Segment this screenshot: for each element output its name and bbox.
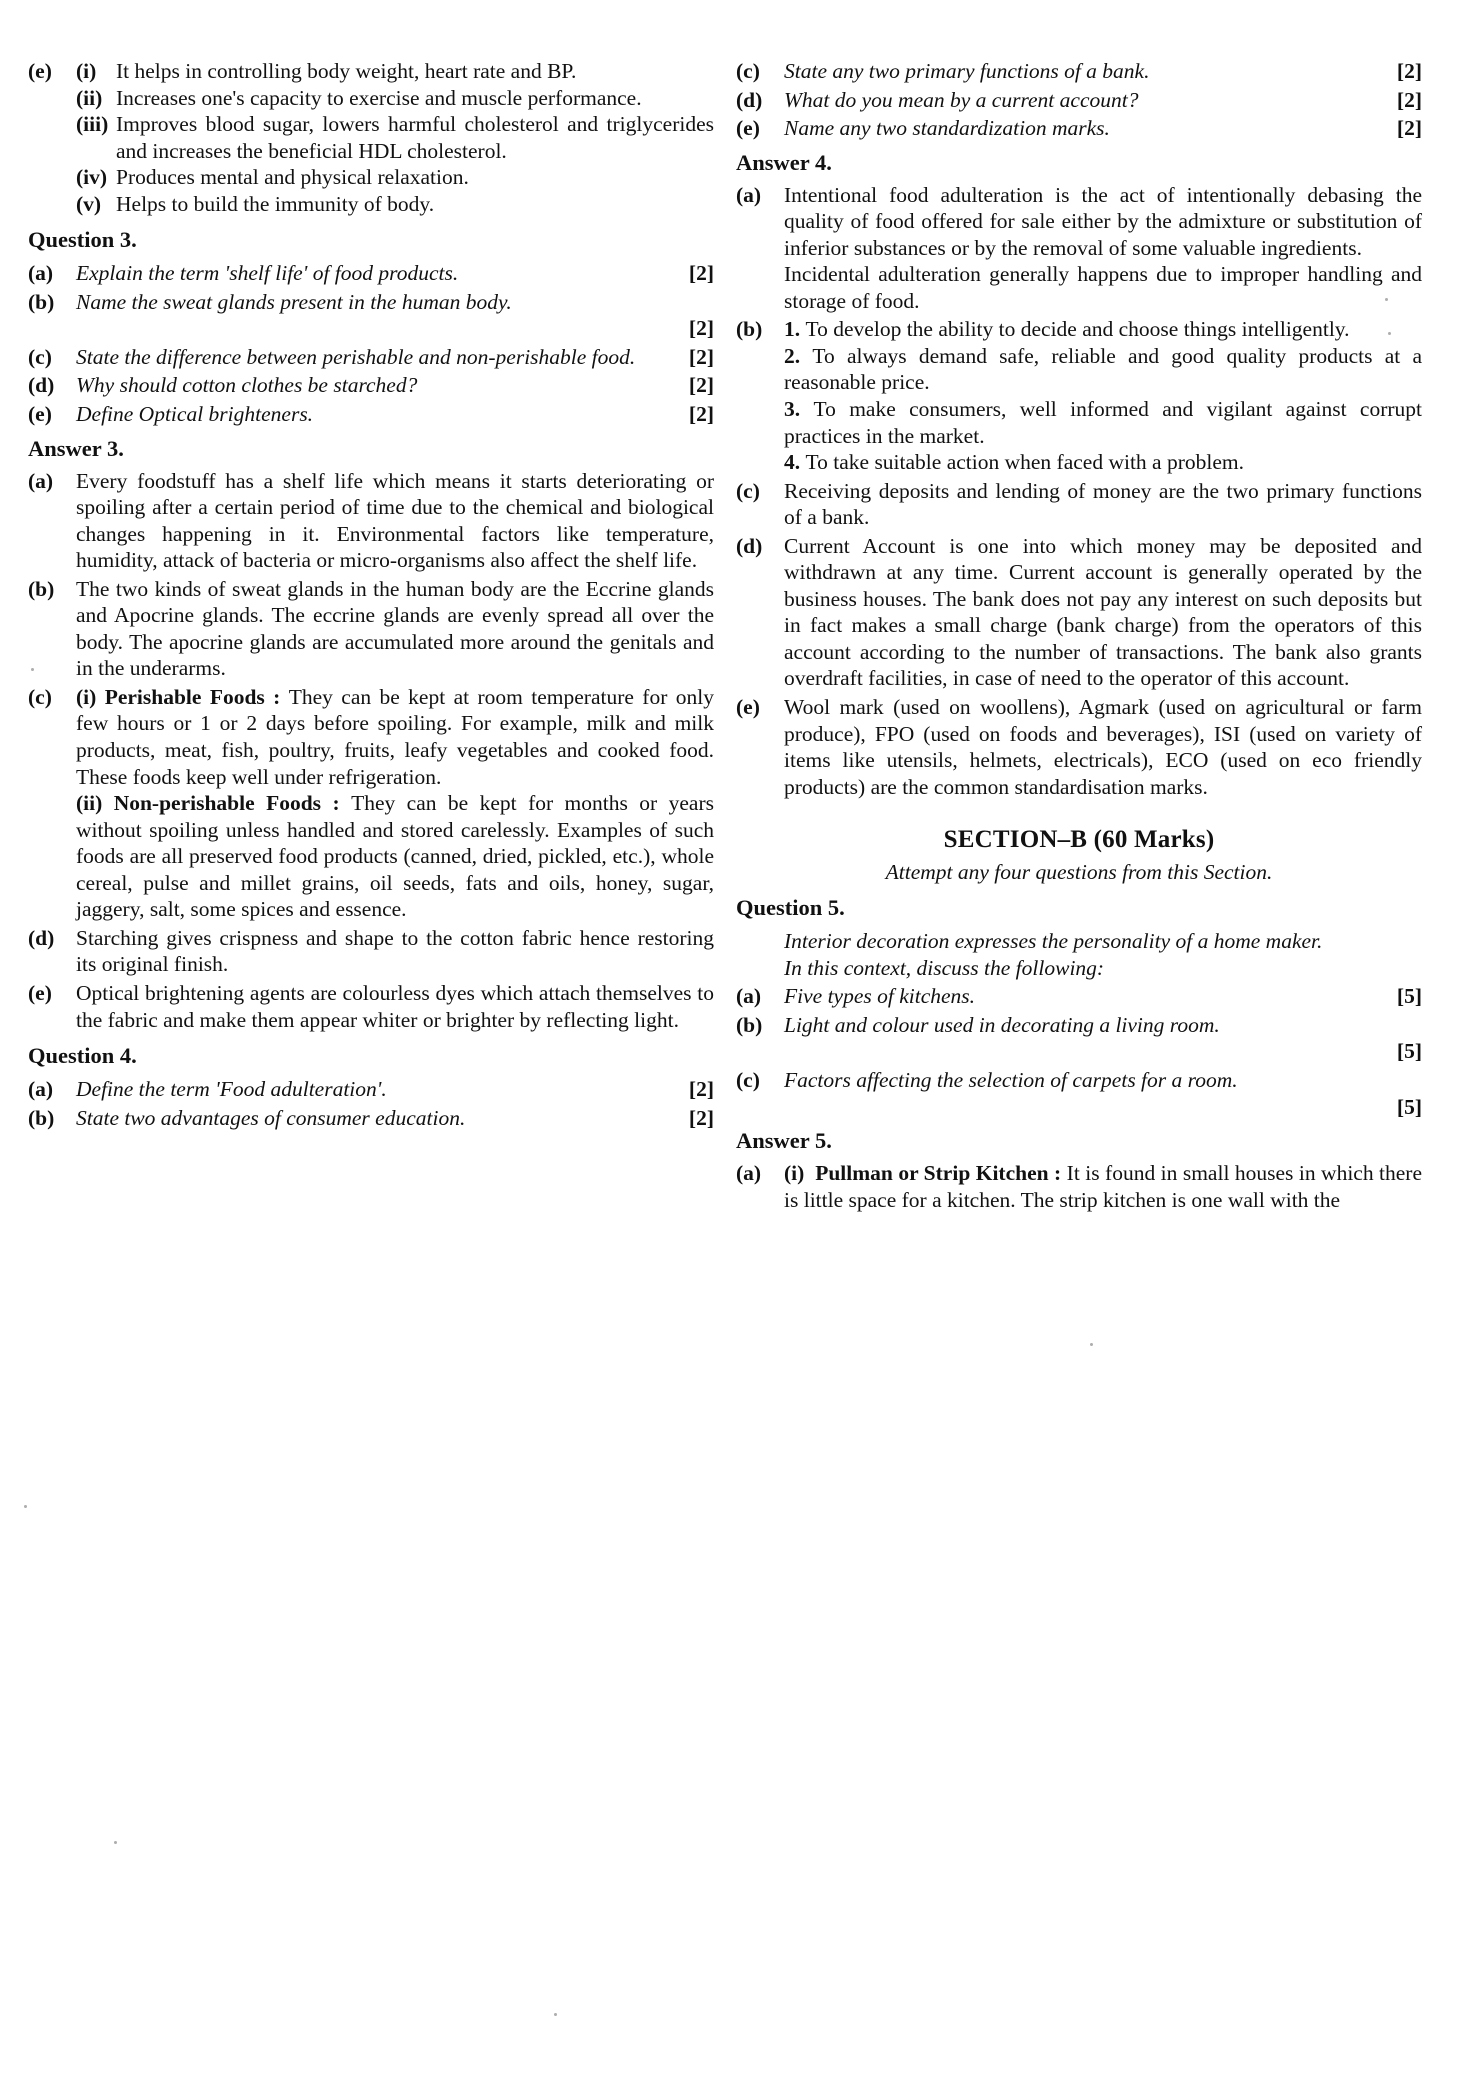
- numbered-item: [784, 449, 1422, 476]
- item-label-a: (a): [736, 984, 762, 1009]
- item-label-b: (b): [28, 576, 55, 601]
- scan-speck: [1388, 332, 1391, 335]
- answer-3-sub-i: [76, 684, 714, 790]
- question-3-text-a: [76, 260, 714, 287]
- two-column-layout: [28, 58, 1423, 2043]
- answer-4-text-d: Current Account is one into which money may be deposited and withdrawn at any time. Current account is generally operated by the business houses. The bank does not pay any interest on such deposits but in fact makes a small charge (bank charge) from the operators of this account according to the number of transactions. The bank also grants overdraft facilities, in case of need to the operator of this account.: [784, 533, 1422, 691]
- answer-4-numbered-list: [784, 316, 1422, 475]
- roman-label-i: (i): [784, 1161, 805, 1186]
- roman-label-iv: (iv): [76, 165, 108, 190]
- question-text: Define Optical brighteners.: [76, 402, 314, 427]
- number-label-4: 4.: [784, 450, 801, 475]
- answer-2e-block: [28, 58, 714, 217]
- numbered-text: To develop the ability to decide and choose things intelligently.: [805, 317, 1350, 342]
- intro-line-1: Interior decoration expresses the personality of a home maker.: [784, 929, 1323, 954]
- left-column: [28, 58, 714, 2043]
- marks-badge: [5]: [1396, 984, 1422, 1009]
- question-4-item-c: [736, 58, 1422, 85]
- question-4-item-a: [28, 1076, 714, 1103]
- question-4-item-e: [736, 115, 1422, 142]
- question-4-item-b: [28, 1105, 714, 1132]
- marks-badge: [5]: [1396, 1039, 1422, 1064]
- item-label-a: (a): [28, 261, 54, 286]
- item-label-c: (c): [736, 59, 760, 83]
- answer-3-text-d: Starching gives crispness and shape to the cotton fabric hence restoring its original finish.: [76, 925, 714, 977]
- item-label-e: (e): [28, 59, 52, 83]
- question-text: Light and colour used in decorating a living room.: [784, 1012, 1220, 1037]
- section-b-heading: SECTION–B (60 Marks): [943, 826, 1215, 854]
- question-4-text-e: [784, 115, 1422, 142]
- answer-5-item-a: [736, 1160, 1422, 1213]
- question-text: State the difference between perishable and non-perishable food.: [76, 344, 636, 369]
- scan-speck: [554, 2013, 557, 2016]
- separator: :: [264, 684, 289, 709]
- right-column: [736, 58, 1422, 2043]
- numbered-item: [784, 316, 1422, 343]
- question-4-text-b: [76, 1105, 714, 1132]
- question-3-text-c: [76, 344, 714, 371]
- scan-speck: [1385, 298, 1388, 301]
- question-5-item-a: [736, 983, 1422, 1010]
- marks-badge: [2]: [1396, 116, 1422, 141]
- term-perishable-foods: Perishable Foods: [104, 684, 265, 709]
- question-3-item-a: [28, 260, 714, 287]
- marks-badge: [2]: [688, 316, 714, 341]
- item-label-d: (d): [736, 87, 763, 112]
- answer-4-item-c: [736, 478, 1422, 531]
- question-text: Factors affecting the selection of carpets for a room.: [784, 1067, 1238, 1092]
- answer-4-item-b: [736, 316, 1422, 475]
- numbered-text: To take suitable action when faced with a problem.: [805, 450, 1244, 475]
- definition-text: It is found in small houses in which there is little space for a kitchen. The strip kitchen is one wall with the: [784, 1161, 1423, 1212]
- question-5-intro: [736, 928, 1422, 981]
- question-5-text-b: [784, 1012, 1422, 1065]
- separator: :: [1048, 1161, 1067, 1186]
- marks-badge: [2]: [688, 373, 714, 398]
- roman-label-ii: (ii): [76, 791, 103, 816]
- item-label-e: (e): [736, 695, 760, 720]
- roman-item: [76, 58, 714, 85]
- question-3-text-b: [76, 289, 714, 342]
- question-3-item-d: [28, 372, 714, 399]
- question-text: State two advantages of consumer education.: [76, 1105, 466, 1130]
- question-5-intro-body: [784, 928, 1422, 981]
- question-4-heading: Question 4.: [28, 1043, 137, 1069]
- item-label-b: (b): [736, 317, 763, 342]
- item-label-c: (c): [28, 344, 52, 369]
- answer-4-item-e: [736, 694, 1422, 800]
- question-text: Name the sweat glands present in the human body.: [76, 289, 512, 314]
- numbered-text: To always demand safe, reliable and good quality products at a reasonable price.: [784, 343, 1423, 395]
- roman-label-i: (i): [76, 59, 97, 83]
- question-3-heading: Question 3.: [28, 227, 137, 253]
- answer-3-text-a: Every foodstuff has a shelf life which means it starts deteriorating or spoiling after a certain period of time due to the chemical and biological changes happening in it. Environmental factors like temperature, humidity, attack of bacteria or micro-organisms also affect the shelf life.: [76, 468, 714, 573]
- question-3-text-e: [76, 401, 714, 428]
- question-5-heading: Question 5.: [736, 895, 845, 921]
- question-4-text-c: [784, 58, 1422, 85]
- marks-badge: [2]: [688, 344, 714, 369]
- roman-text-v: Helps to build the immunity of body.: [116, 191, 435, 216]
- item-label-d: (d): [736, 533, 763, 558]
- definition-text: They can be kept at room temperature for only few hours or 1 or 2 days before spoiling. For example, milk and milk products, meat, fish, poultry, fruits, leafy vegetables and cooked food. These foods keep well under refrigeration.: [76, 684, 714, 789]
- item-label-d: (d): [28, 373, 55, 398]
- question-5-text-a: [784, 983, 1422, 1010]
- scan-speck: [24, 1505, 27, 1508]
- term-non-perishable-foods: Non-perishable Foods: [113, 791, 322, 816]
- question-text: What do you mean by a current account?: [784, 87, 1139, 112]
- answer-3-item-a: [28, 468, 714, 574]
- number-label-2: 2.: [784, 343, 801, 368]
- item-label-b: (b): [28, 1105, 55, 1130]
- roman-item: [76, 164, 714, 191]
- marks-badge: [5]: [1396, 1094, 1422, 1119]
- item-label-c: (c): [736, 1067, 760, 1092]
- marks-badge: [2]: [688, 402, 714, 427]
- roman-label-iii: (iii): [76, 112, 109, 137]
- answer-4-item-a: [736, 182, 1422, 315]
- roman-item: [76, 191, 714, 218]
- answer-4-body-a: [784, 182, 1422, 315]
- roman-text-i: It helps in controlling body weight, heart rate and BP.: [116, 59, 577, 83]
- answer-4-item-d: [736, 533, 1422, 692]
- answer-3-item-d: [28, 925, 714, 978]
- roman-label-i: (i): [76, 684, 97, 709]
- question-5-item-b: [736, 1012, 1422, 1065]
- roman-label-ii: (ii): [76, 85, 103, 110]
- item-label-c: (c): [28, 684, 52, 709]
- answer-3-item-b: [28, 576, 714, 682]
- number-label-1: 1.: [784, 317, 801, 342]
- question-text: Five types of kitchens.: [784, 984, 976, 1009]
- item-label-d: (d): [28, 925, 55, 950]
- question-3-item-e: [28, 401, 714, 428]
- question-3-text-d: [76, 372, 714, 399]
- answer-4-text-e: Wool mark (used on woollens), Agmark (used on agricultural or farm produce), FPO (used on foods and beverages), ISI (used on variety of items like utensils, helmets, electricals), ECO (used on eco friendly products) are the common standardisation marks.: [784, 695, 1422, 799]
- section-b-instruction: Attempt any four questions from this Section.: [885, 860, 1273, 885]
- item-label-a: (a): [28, 468, 54, 493]
- scan-speck: [114, 1841, 117, 1844]
- item-label-b: (b): [28, 289, 55, 314]
- item-label-a: (a): [28, 1077, 54, 1102]
- answer-3-text-b: The two kinds of sweat glands in the human body are the Eccrine glands and Apocrine glands. The eccrine glands are evenly spread all over the body. The apocrine glands are accumulated more around the genitals and in the underarms.: [76, 576, 714, 681]
- roman-text-iv: Produces mental and physical relaxation.: [116, 165, 469, 190]
- answer-5-text-a: [784, 1160, 1422, 1213]
- numbered-item: [784, 396, 1422, 449]
- question-text: Name any two standardization marks.: [784, 116, 1110, 141]
- roman-label-v: (v): [76, 191, 102, 216]
- question-3-item-b: [28, 289, 714, 342]
- answer-3-sub-ii: [76, 790, 714, 923]
- paragraph: Intentional food adulteration is the act of intentionally debasing the quality of food offered for sale either by the admixture or substitution of inferior substances or by the removal of some valuable ingredients.: [784, 182, 1422, 260]
- question-4-text-d: [784, 87, 1422, 114]
- question-5-text-c: [784, 1067, 1422, 1120]
- paragraph: Incidental adulteration generally happens due to improper handling and storage of food.: [784, 262, 1422, 313]
- item-label-e: (e): [28, 980, 52, 1005]
- answer-3-item-c: [28, 684, 714, 923]
- roman-item: [76, 111, 714, 164]
- marks-badge: [2]: [1396, 59, 1422, 83]
- item-label-a: (a): [736, 1161, 762, 1186]
- item-label-b: (b): [736, 1012, 763, 1037]
- answer-3-subitems: [76, 684, 714, 923]
- marks-badge: [2]: [1396, 87, 1422, 112]
- definition-text: They can be kept for months or years without spoiling unless handled and stored carelessly. Examples of such foods are all preserved food products (canned, dried, pickled, etc.), whole cereal, pulse and millet grains, oil seeds, fats and oils, honey, sugar, jaggery, salt, some spices and essence.: [76, 791, 714, 922]
- item-label-c: (c): [736, 478, 760, 503]
- question-text: Define the term 'Food adulteration'.: [76, 1077, 387, 1102]
- roman-item: [76, 85, 714, 112]
- question-3-item-c: [28, 344, 714, 371]
- answer-2e-items: [76, 58, 714, 217]
- scan-speck: [31, 668, 34, 671]
- marks-badge: [2]: [688, 1105, 714, 1130]
- answer-4-heading: Answer 4.: [736, 149, 832, 175]
- question-4-text-a: [76, 1076, 714, 1103]
- answer-3-text-e: Optical brightening agents are colourless dyes which attach themselves to the fabric and make them appear whiter or brighter by reflecting light.: [76, 980, 714, 1032]
- roman-text-iii: Improves blood sugar, lowers harmful cholesterol and triglycerides and increases the beneficial HDL cholesterol.: [116, 112, 714, 163]
- numbered-text: To make consumers, well informed and vigilant against corrupt practices in the market.: [784, 397, 1422, 448]
- separator: :: [321, 791, 352, 816]
- roman-text-ii: Increases one's capacity to exercise and muscle performance.: [116, 85, 642, 110]
- answer-3-item-e: [28, 980, 714, 1033]
- answer-3-heading: Answer 3.: [28, 435, 124, 461]
- marks-badge: [2]: [688, 261, 714, 286]
- numbered-item: [784, 343, 1422, 396]
- question-5-item-c: [736, 1067, 1422, 1120]
- answer-4-text-c: Receiving deposits and lending of money are the two primary functions of a bank.: [784, 478, 1422, 530]
- item-label-a: (a): [736, 182, 762, 207]
- intro-line-2: In this context, discuss the following:: [784, 955, 1105, 980]
- question-4-item-d: [736, 87, 1422, 114]
- item-label-e: (e): [28, 402, 52, 427]
- answer-5-heading: Answer 5.: [736, 1128, 832, 1154]
- question-text: Why should cotton clothes be starched?: [76, 373, 418, 398]
- marks-badge: [2]: [688, 1077, 714, 1102]
- term-pullman-kitchen: Pullman or Strip Kitchen: [815, 1161, 1049, 1186]
- scan-speck: [1090, 1343, 1093, 1346]
- number-label-3: 3.: [784, 397, 801, 422]
- item-label-e: (e): [736, 116, 760, 141]
- question-text: State any two primary functions of a bank.: [784, 59, 1150, 83]
- question-text: Explain the term 'shelf life' of food products.: [76, 261, 459, 286]
